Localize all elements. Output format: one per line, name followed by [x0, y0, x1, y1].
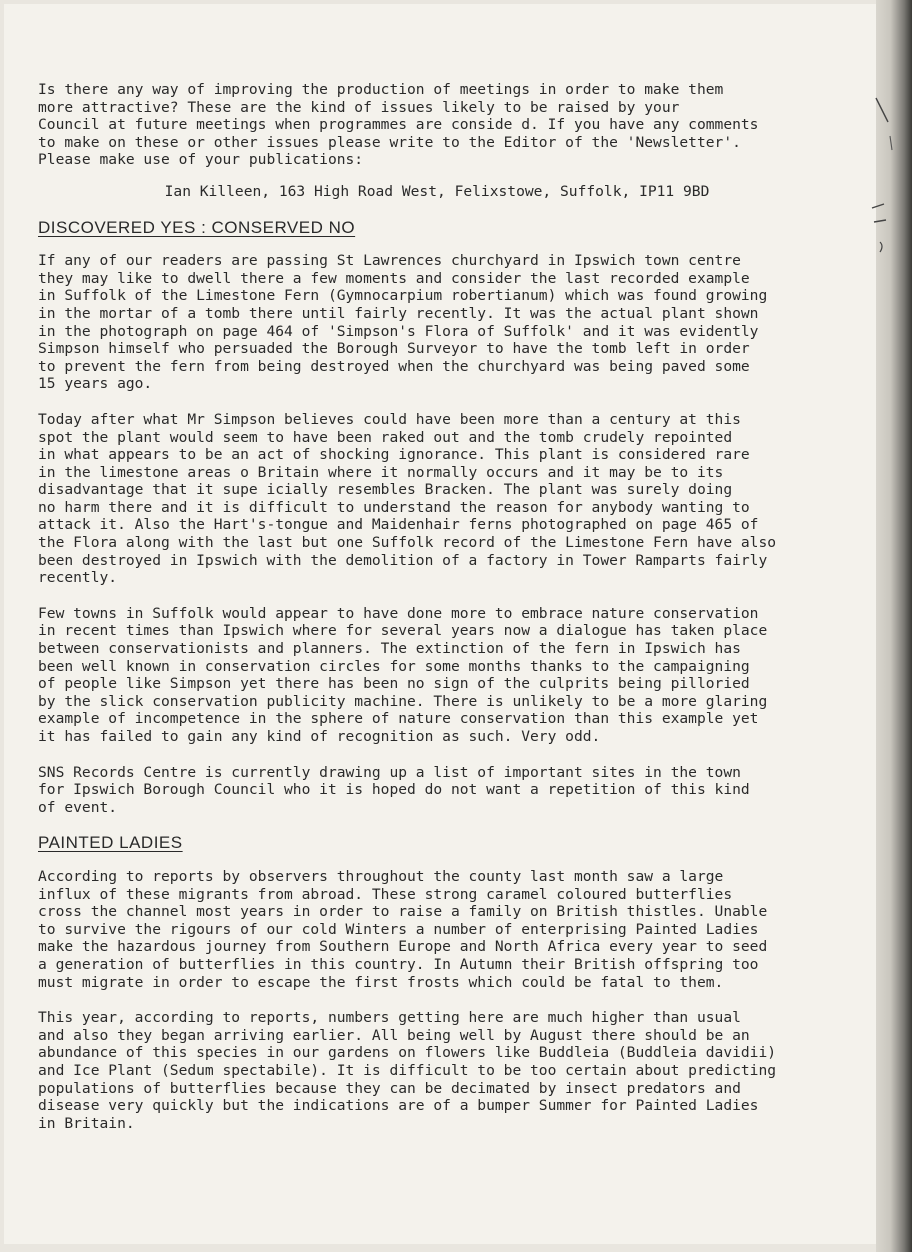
section2-paragraph-2: This year, according to reports, numbers getting here are much higher than usual and also they began arriving earlier. All being well by August there should be an abundance of this species in our gardens on flowers like Buddleia (Buddleia davidii) and Ice Plant (Sedum spectabile). It is difficult to be too certain about predicting populations of butterflies because they can be decimated by insect predators and disease very quickly but the indications are of a bumper Summer for Painted Ladies in Britain. — [38, 1009, 777, 1132]
section2-paragraph-1: According to reports by observers throughout the county last month saw a large influx of these migrants from abroad. These strong caramel coloured butterflies cross the channel most years in order to raise a family on British thistles. Unable to survive the rigours of our cold Winters a number of enterprising Painted Ladies make the hazardous journey from Southern Europe and North Africa every year to seed a generation of butterflies in this country. In Autumn their British offspring too must migrate in order to escape the first frosts which could be fatal to them. — [38, 867, 768, 991]
section1-paragraph-4: SNS Records Centre is currently drawing up a list of important sites in the town for Ipswich Borough Council who it is hoped do not want a repetition of this kind of event. — [38, 763, 750, 816]
editor-address: Ian Killeen, 163 High Road West, Felixstowe, Suffolk, IP11 9BD — [164, 182, 710, 200]
margin-pen-marks — [868, 90, 908, 270]
document-page — [4, 4, 876, 1244]
page-content — [38, 81, 828, 1150]
section1-paragraph-1: If any of our readers are passing St Lawrences churchyard in Ipswich town centre they may like to dwell there a few moments and consider the last recorded example in Suffolk of the Limestone Fern (Gymnocarpium robertianum) which was found growing in the mortar of a tomb there until fairly recently. It was the actual plant shown in the photograph on page 464 of 'Simpson's Flora of Suffolk' and it was evidently Simpson himself who persuaded the Borough Surveyor to have the tomb left in order to prevent the fern from being destroyed when the churchyard was being paved some 15 years ago. — [38, 252, 768, 393]
section-heading-discovered: DISCOVERED YES : CONSERVED NO — [38, 217, 356, 237]
section-heading-painted-ladies: PAINTED LADIES — [38, 833, 183, 853]
section1-paragraph-3: Few towns in Suffolk would appear to have done more to embrace nature conservation in recent times than Ipswich where for several years now a dialogue has taken place between conservationists and planners. The extinction of the fern in Ipswich has been well known in conservation circles for some months thanks to the campaigning of people like Simpson yet there has been no sign of the culprits being pilloried by the slick conservation publicity machine. There is unlikely to be a more glaring example of incompetence in the sphere of nature conservation than this example yet it has failed to gain any kind of recognition as such. Very odd. — [38, 604, 768, 745]
intro-paragraph: Is there any way of improving the production of meetings in order to make them more attractive? These are the kind of issues likely to be raised by your Council at future meetings when programmes are conside d. If you have any comments to make on these or other issues please write to the Editor of the 'Newsletter'. Please make use of your publications: — [38, 81, 759, 169]
section1-paragraph-2: Today after what Mr Simpson believes could have been more than a century at this spot the plant would seem to have been raked out and the tomb crudely repointed in what appears to be an act of shocking ignorance. This plant is considered rare in the limestone areas o Britain where it normally occurs and it may be to its disadvantage that it supe icially resembles Bracken. The plant was surely doing no harm there and it is difficult to understand the reason for anybody wanting to attack it. Also the Hart's-tongue and Maidenhair ferns photographed on page 465 of the Flora along with the last but one Suffolk record of the Limestone Fern have also been destroyed in Ipswich with the demolition of a factory in Tower Ramparts fairly recently. — [38, 410, 777, 587]
